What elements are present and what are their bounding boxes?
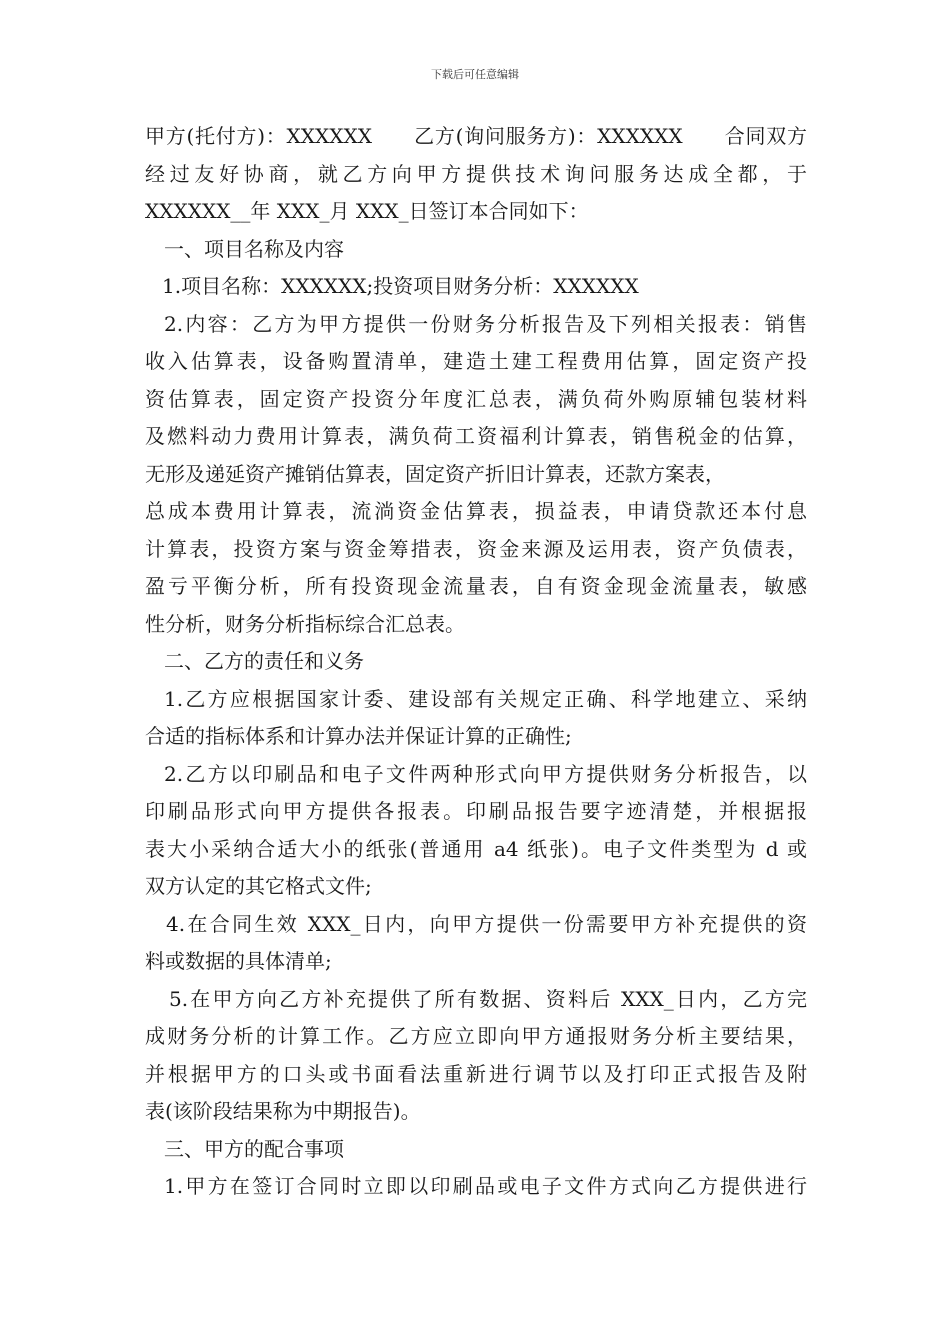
paragraph-line: 及燃料动力费用计算表，满负荷工资福利计算表，销售税金的估算，	[145, 424, 807, 448]
section-heading: 二、乙方的责任和义务	[164, 649, 364, 673]
paragraph-line: 合适的指标体系和计算办法并保证计算的正确性;	[145, 724, 572, 748]
paragraph-line: 无形及递延资产摊销估算表，固定资产折旧计算表，还款方案表，	[145, 461, 725, 486]
paragraph-line: 1.项目名称：XXXXXX;投资项目财务分析：XXXXXX	[162, 274, 639, 298]
section-heading: 三、甲方的配合事项	[164, 1136, 344, 1161]
paragraph-line: 并根据甲方的口头或书面看法重新进行调节以及打印正式报告及附	[145, 1061, 807, 1086]
paragraph-line: 料或数据的具体清单;	[145, 949, 332, 973]
section-heading: 一、项目名称及内容	[164, 236, 344, 261]
paragraph-line: 盈亏平衡分析，所有投资现金流量表，自有资金现金流量表，敏感	[145, 574, 807, 598]
paragraph-line: 2.内容：乙方为甲方提供一份财务分析报告及下列相关报表：销售	[164, 311, 807, 336]
paragraph-line: 表(该阶段结果称为中期报告)。	[145, 1099, 421, 1123]
paragraph-line: 双方认定的其它格式文件;	[145, 874, 372, 898]
header-note: 下载后可任意编辑	[431, 68, 519, 81]
paragraph-line: 总成本费用计算表，流淌资金估算表，损益表，申请贷款还本付息	[145, 499, 807, 523]
paragraph-line: 收入估算表，设备购置清单，建造土建工程费用估算，固定资产投	[145, 349, 807, 373]
paragraph-line: 1.甲方在签订合同时立即以印刷品或电子文件方式向乙方提供进行	[164, 1174, 807, 1198]
paragraph-line: 计算表，投资方案与资金筹措表，资金来源及运用表，资产负债表，	[145, 536, 807, 561]
document-body	[145, 118, 807, 1206]
paragraph-line: 性分析，财务分析指标综合汇总表。	[145, 611, 465, 636]
paragraph-line: 1.乙方应根据国家计委、建设部有关规定正确、科学地建立、采纳	[164, 686, 807, 711]
paragraph-line: 成财务分析的计算工作。乙方应立即向甲方通报财务分析主要结果，	[145, 1024, 807, 1048]
paragraph-line: 资估算表，固定资产投资分年度汇总表，满负荷外购原辅包装材料	[145, 386, 807, 411]
paragraph-line: 甲方(托付方)：XXXXXX 乙方(询问服务方)：XXXXXX 合同双方	[145, 124, 807, 148]
paragraph-line: 经过友好协商，就乙方向甲方提供技术询问服务达成全都，于	[145, 161, 807, 186]
paragraph-line: 5.在甲方向乙方补充提供了所有数据、资料后 XXX_日内，乙方完	[169, 986, 807, 1011]
paragraph-line: XXXXXX__年 XXX_月 XXX_日签订本合同如下：	[145, 199, 589, 223]
paragraph-line: 4.在合同生效 XXX_日内，向甲方提供一份需要甲方补充提供的资	[166, 911, 807, 936]
paragraph-line: 2.乙方以印刷品和电子文件两种形式向甲方提供财务分析报告，以	[164, 761, 807, 786]
paragraph-line: 表大小采纳合适大小的纸张(普通用 a4 纸张)。电子文件类型为 d 或	[145, 836, 807, 861]
paragraph-line: 印刷品形式向甲方提供各报表。印刷品报告要字迹清楚，并根据报	[145, 799, 807, 823]
